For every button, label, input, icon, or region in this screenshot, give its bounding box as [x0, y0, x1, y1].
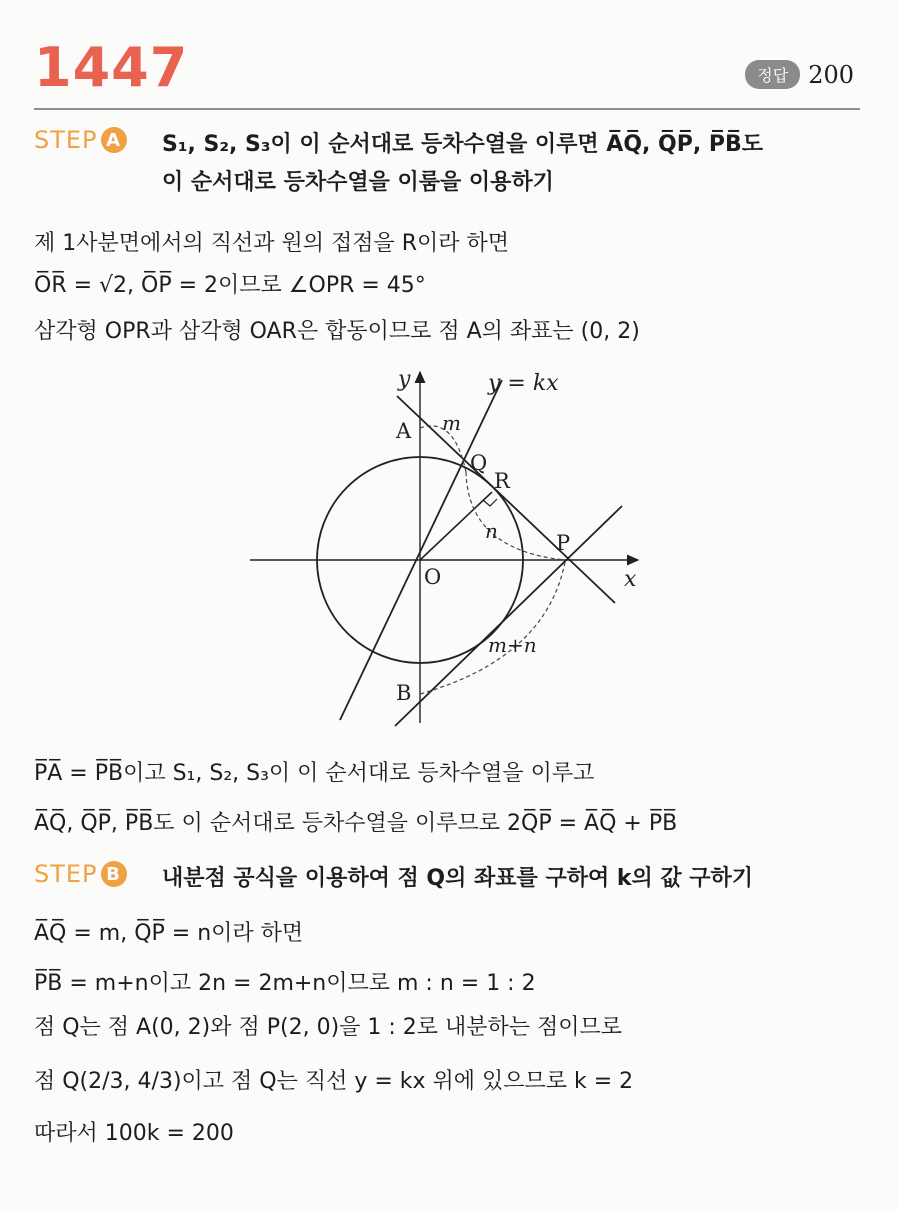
- label-line-kx: y = kx: [488, 371, 559, 396]
- step-a-letter: A: [101, 127, 127, 153]
- label-O: O: [424, 565, 442, 589]
- step-a-tag: [34, 126, 162, 154]
- step-a-line-2: O̅R̅ = √2, O̅P̅ = 2이므로 ∠OPR = 45°: [34, 273, 426, 298]
- answer-box: [745, 60, 854, 89]
- step-b-heading: [34, 860, 753, 898]
- step-b-tag: [34, 860, 162, 888]
- line-y-kx: [340, 380, 502, 720]
- label-P: P: [556, 531, 571, 555]
- step-b-tag-text: STEP: [34, 860, 98, 888]
- header-divider: [34, 108, 860, 110]
- answer-value: 200: [808, 60, 854, 89]
- tangent-line-lower: [395, 506, 622, 726]
- step-b-title: 내분점 공식을 이용하여 점 Q의 좌표를 구하여 k의 값 구하기: [162, 866, 754, 891]
- label-n: n: [485, 519, 498, 543]
- problem-number: 1447: [34, 36, 189, 99]
- step-a-after-2: A̅Q̅, Q̅P̅, P̅B̅도 이 순서대로 등차수열을 이루므로 2Q̅P̅ = A̅Q̅ + P̅B̅: [34, 811, 678, 836]
- label-y: y: [398, 367, 411, 392]
- label-Q: Q: [470, 451, 488, 475]
- answer-badge: 정답: [745, 60, 800, 89]
- label-mn: m+n: [488, 633, 537, 657]
- step-b-letter: B: [101, 861, 127, 887]
- arc-n: [466, 472, 565, 560]
- step-a-line-3: 삼각형 OPR과 삼각형 OAR은 합동이므로 점 A의 좌표는 (0, 2): [34, 319, 640, 344]
- step-b-line-5: 따라서 100k = 200: [34, 1121, 234, 1146]
- step-b-line-2: P̅B̅ = m+n이고 2n = 2m+n이므로 m : n = 1 : 2: [34, 971, 536, 996]
- step-a-tag-text: STEP: [34, 126, 98, 154]
- step-a-heading: [34, 126, 763, 202]
- segment-OR: [420, 492, 492, 560]
- right-angle-mark: [483, 499, 497, 506]
- step-b-line-1: A̅Q̅ = m, Q̅P̅ = n이라 하면: [34, 921, 304, 946]
- step-a-after-1: P̅A̅ = P̅B̅이고 S₁, S₂, S₃이 이 순서대로 등차수열을 이루고: [34, 761, 595, 786]
- label-x: x: [624, 567, 637, 592]
- step-b-line-3: 점 Q는 점 A(0, 2)와 점 P(2, 0)을 1 : 2로 내분하는 점이므로: [34, 1015, 623, 1040]
- label-m: m: [442, 411, 461, 435]
- step-a-line-1: 제 1사분면에서의 직선과 원의 접점을 R이라 하면: [34, 231, 510, 256]
- label-A: A: [396, 419, 412, 443]
- label-R: R: [494, 469, 510, 493]
- step-b-line-4: 점 Q(2/3, 4/3)이고 점 Q는 직선 y = kx 위에 있으므로 k = 2: [34, 1069, 634, 1094]
- label-B: B: [396, 681, 412, 705]
- step-a-title-line1: S₁, S₂, S₃이 이 순서대로 등차수열을 이루면 A̅Q̅, Q̅P̅, P̅B̅도: [162, 132, 764, 157]
- geometry-figure: [230, 358, 660, 728]
- step-a-title-line2: 이 순서대로 등차수열을 이룸을 이용하기: [162, 170, 554, 195]
